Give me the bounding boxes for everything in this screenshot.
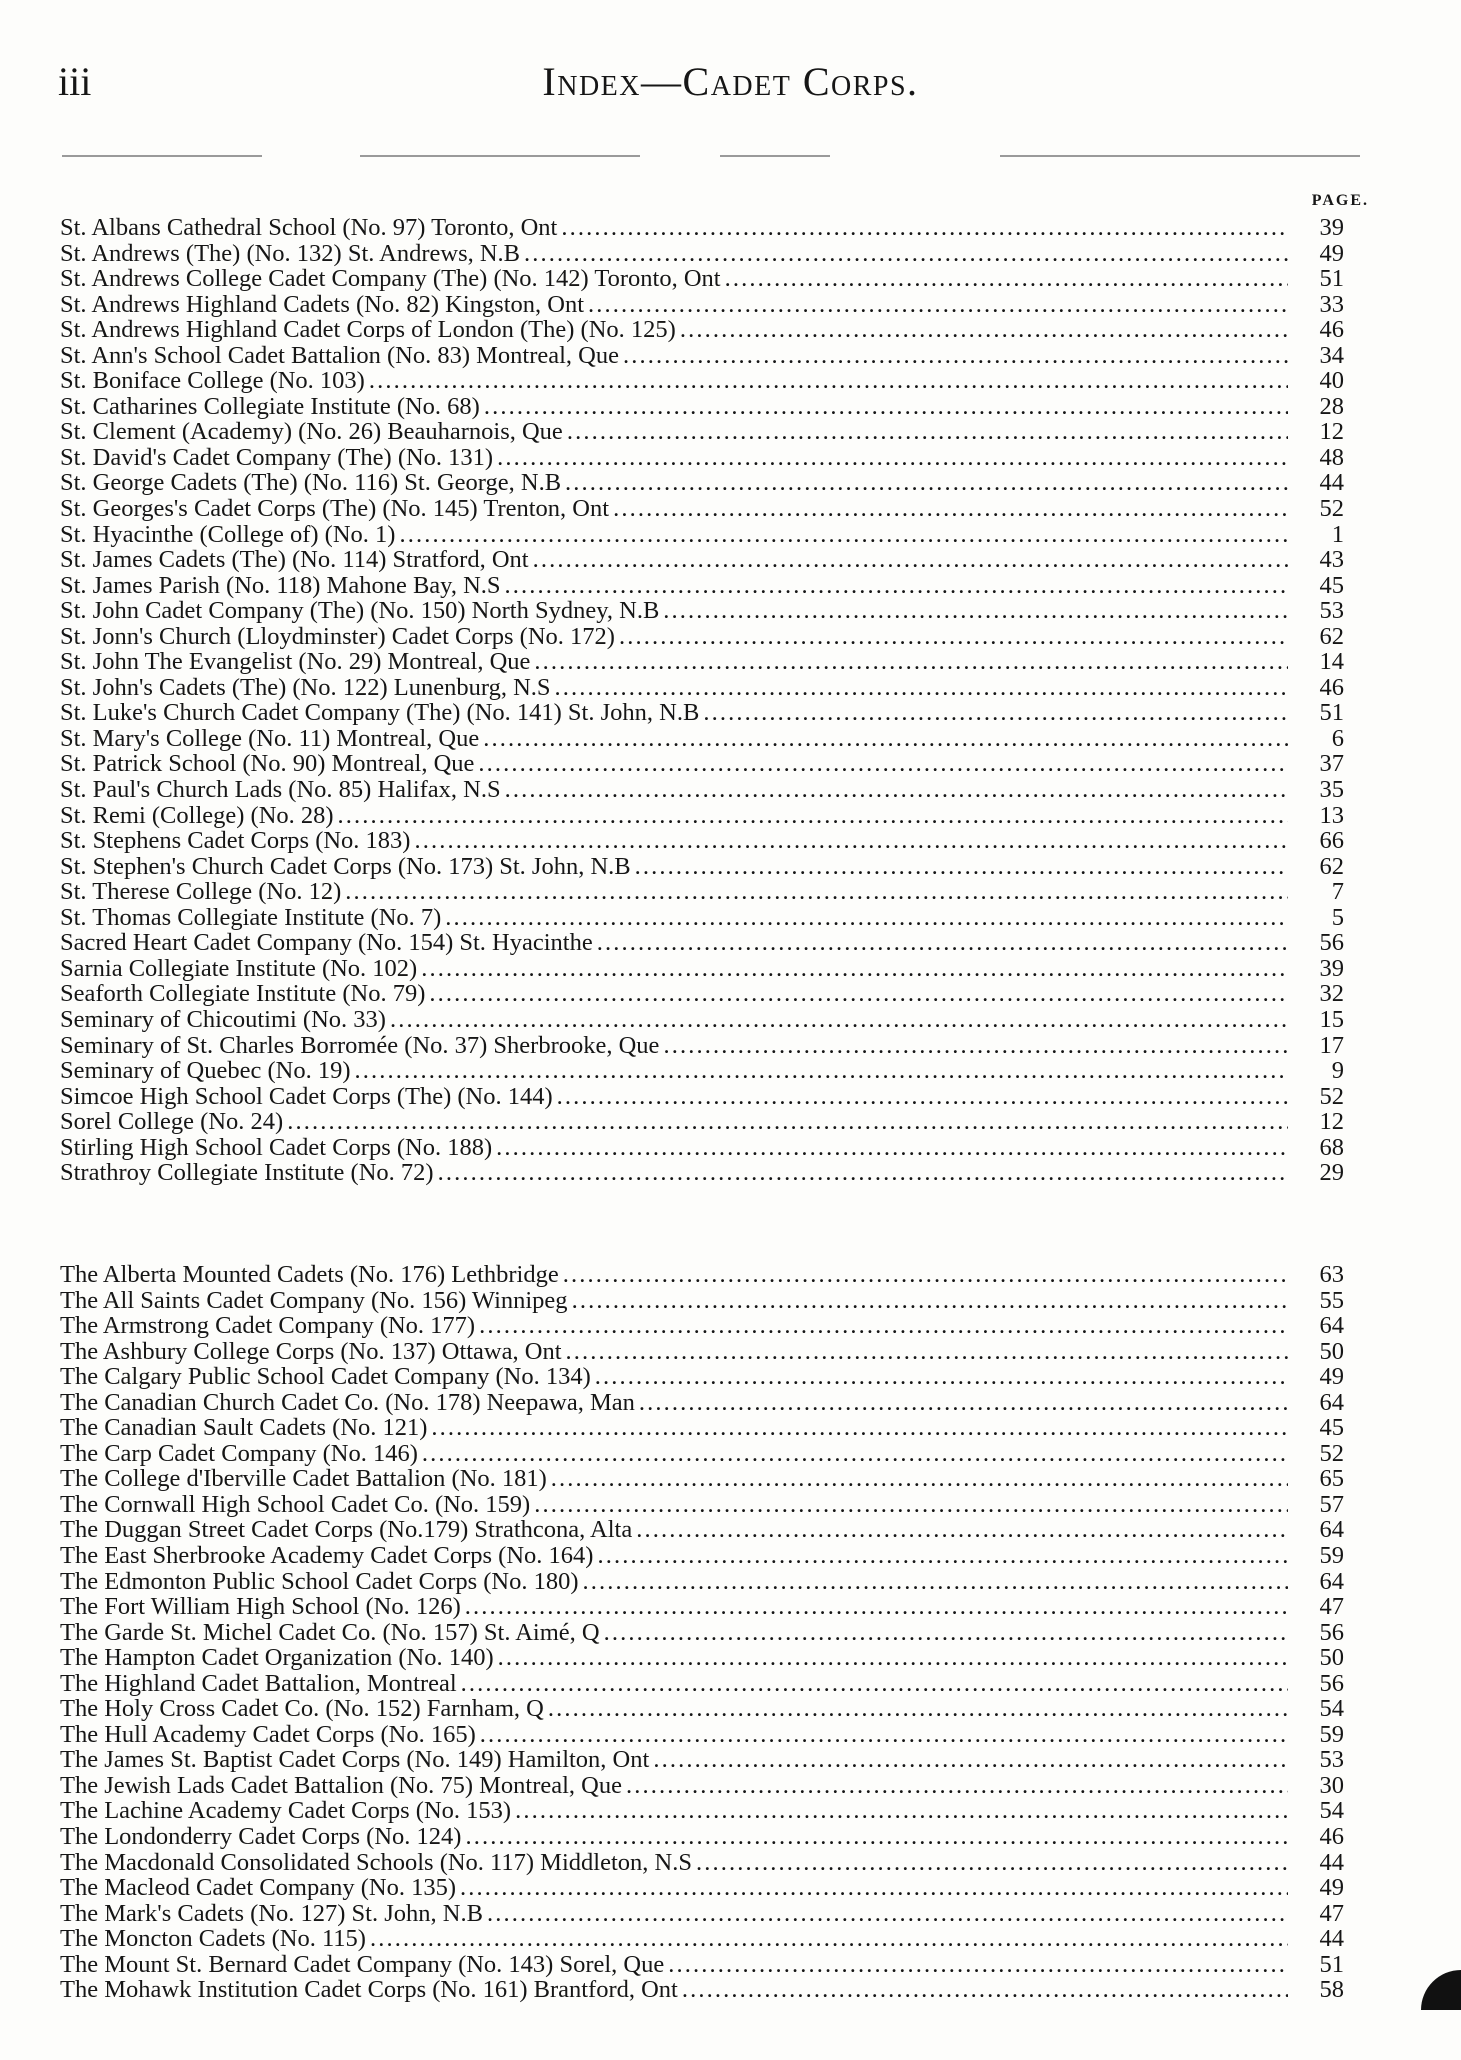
dot-leader — [421, 956, 1288, 982]
page-edge-mark — [1421, 1970, 1461, 2010]
entry-page-number: 43 — [1319, 546, 1344, 574]
entry-page-number: 62 — [1319, 852, 1344, 880]
index-entry — [60, 1033, 1344, 1059]
index-entry — [60, 1058, 1344, 1084]
dot-leader — [623, 343, 1288, 369]
dot-leader — [399, 522, 1288, 548]
dot-leader — [355, 1058, 1288, 1084]
index-entry — [60, 547, 1344, 573]
index-entry — [60, 1492, 1344, 1518]
entry-name: St. Mary's College (No. 11) Montreal, Que — [60, 724, 480, 752]
dot-leader — [505, 777, 1288, 803]
index-entry — [60, 266, 1344, 292]
dot-leader — [597, 930, 1288, 956]
index-entry — [60, 1313, 1344, 1339]
entry-page-number: 52 — [1319, 495, 1344, 523]
dot-leader — [555, 675, 1288, 701]
entry-page-number: 32 — [1319, 980, 1344, 1008]
entry-page-number: 17 — [1319, 1031, 1344, 1059]
entry-page-number: 12 — [1319, 418, 1344, 446]
dot-leader — [338, 803, 1288, 829]
index-entry — [60, 368, 1344, 394]
index-entry — [60, 598, 1344, 624]
dot-leader — [505, 573, 1288, 599]
entry-name: The East Sherbrooke Academy Cadet Corps (No. 164) — [60, 1542, 594, 1570]
dot-leader — [497, 445, 1288, 471]
entry-page-number: 64 — [1319, 1312, 1344, 1340]
dot-leader — [639, 1390, 1288, 1416]
index-entry — [60, 445, 1344, 471]
entry-name: St. James Parish (No. 118) Mahone Bay, N.S — [60, 571, 501, 599]
entry-name: St. Patrick School (No. 90) Montreal, Que — [60, 750, 475, 778]
entry-page-number: 59 — [1319, 1720, 1344, 1748]
entry-name: Seminary of Quebec (No. 19) — [60, 1057, 351, 1085]
entry-name: St. Ann's School Cadet Battalion (No. 83) Montreal, Que — [60, 341, 620, 369]
entry-name: St. Thomas Collegiate Institute (No. 7) — [60, 903, 442, 931]
dot-leader — [565, 470, 1288, 496]
entry-name: St. Stephens Cadet Corps (No. 183) — [60, 827, 411, 855]
index-entry — [60, 343, 1344, 369]
entry-page-number: 57 — [1319, 1490, 1344, 1518]
dot-leader — [534, 649, 1288, 675]
entry-page-number: 46 — [1319, 316, 1344, 344]
entry-name: The Canadian Church Cadet Co. (No. 178) Neepawa, Man — [60, 1388, 635, 1416]
entry-page-number: 12 — [1319, 1108, 1344, 1136]
entry-page-number: 45 — [1319, 571, 1344, 599]
entry-name: St. John Cadet Company (The) (No. 150) North Sydney, N.B — [60, 597, 660, 625]
index-entry — [60, 1977, 1344, 2003]
entry-page-number: 52 — [1319, 1439, 1344, 1467]
dot-leader — [668, 1952, 1288, 1978]
index-entry — [60, 1952, 1344, 1978]
dot-leader — [487, 1901, 1288, 1927]
entry-page-number: 39 — [1319, 954, 1344, 982]
entry-name: St. Andrews (The) (No. 132) St. Andrews, N.B — [60, 239, 521, 267]
index-entry — [60, 1288, 1344, 1314]
index-entry — [60, 1109, 1344, 1135]
dot-leader — [445, 905, 1288, 931]
dot-leader — [465, 1594, 1288, 1620]
entry-name: The Moncton Cadets (No. 115) — [60, 1925, 366, 1953]
entry-page-number: 49 — [1319, 1874, 1344, 1902]
entry-page-number: 50 — [1319, 1337, 1344, 1365]
divider-rule — [1000, 155, 1360, 157]
index-entry — [60, 1441, 1344, 1467]
dot-leader — [524, 241, 1288, 267]
index-entry — [60, 317, 1344, 343]
dot-leader — [496, 1135, 1288, 1161]
entry-name: The Holy Cross Cadet Co. (No. 152) Farnham, Q — [60, 1695, 544, 1723]
dot-leader — [429, 981, 1288, 1007]
entry-name: The Alberta Mounted Cadets (No. 176) Lethbridge — [60, 1261, 559, 1288]
index-entry — [60, 777, 1344, 803]
entry-page-number: 63 — [1319, 1261, 1344, 1288]
entry-name: The Londonderry Cadet Corps (No. 124) — [60, 1823, 462, 1851]
dot-leader — [703, 700, 1288, 726]
entry-page-number: 50 — [1319, 1644, 1344, 1672]
entry-page-number: 56 — [1319, 1618, 1344, 1646]
dot-leader — [567, 419, 1288, 445]
index-entry — [60, 700, 1344, 726]
entry-page-number: 47 — [1319, 1593, 1344, 1621]
entry-page-number: 46 — [1319, 1823, 1344, 1851]
entry-page-number: 49 — [1319, 239, 1344, 267]
index-entry — [60, 624, 1344, 650]
index-entry — [60, 1901, 1344, 1927]
divider-rule — [720, 155, 830, 157]
entry-name: The College d'Iberville Cadet Battalion (No. 181) — [60, 1465, 547, 1493]
entry-page-number: 6 — [1331, 724, 1344, 752]
index-entry — [60, 1747, 1344, 1773]
dot-leader — [682, 1977, 1288, 2003]
dot-leader — [636, 1517, 1288, 1543]
index-entry — [60, 496, 1344, 522]
entry-name: Sarnia Collegiate Institute (No. 102) — [60, 954, 418, 982]
index-section-the — [60, 1262, 1344, 2003]
entry-page-number: 44 — [1319, 1925, 1344, 1953]
index-entry — [60, 1415, 1344, 1441]
entry-page-number: 64 — [1319, 1567, 1344, 1595]
entry-page-number: 54 — [1319, 1797, 1344, 1825]
entry-page-number: 13 — [1319, 801, 1344, 829]
entry-name: The Macleod Cadet Company (No. 135) — [60, 1874, 456, 1902]
index-entry — [60, 1135, 1344, 1161]
dot-leader — [390, 1007, 1288, 1033]
entry-name: The Jewish Lads Cadet Battalion (No. 75) Montreal, Que — [60, 1771, 623, 1799]
entry-name: St. Therese College (No. 12) — [60, 878, 342, 906]
dot-leader — [561, 215, 1288, 241]
index-entry — [60, 803, 1344, 829]
index-entry — [60, 1160, 1344, 1186]
entry-name: The Canadian Sault Cadets (No. 121) — [60, 1414, 428, 1442]
entry-name: Simcoe High School Cadet Corps (The) (No. 144) — [60, 1082, 553, 1110]
dot-leader — [597, 1543, 1288, 1569]
entry-page-number: 52 — [1319, 1082, 1344, 1110]
entry-page-number: 5 — [1331, 903, 1344, 931]
dot-leader — [696, 1850, 1288, 1876]
entry-name: St. David's Cadet Company (The) (No. 131) — [60, 443, 494, 471]
entry-page-number: 44 — [1319, 469, 1344, 497]
dot-leader — [345, 879, 1288, 905]
dot-leader — [480, 1722, 1288, 1748]
dot-leader — [369, 368, 1288, 394]
entry-name: Seminary of St. Charles Borromée (No. 37) Sherbrooke, Que — [60, 1031, 660, 1059]
index-entry — [60, 1798, 1344, 1824]
dot-leader — [414, 828, 1288, 854]
entry-page-number: 53 — [1319, 1746, 1344, 1774]
dot-leader — [484, 394, 1288, 420]
index-entry — [60, 1517, 1344, 1543]
index-entry — [60, 1007, 1344, 1033]
entry-name: The Edmonton Public School Cadet Corps (No. 180) — [60, 1567, 579, 1595]
entry-page-number: 59 — [1319, 1542, 1344, 1570]
index-entry — [60, 981, 1344, 1007]
entry-page-number: 14 — [1319, 648, 1344, 676]
dot-leader — [619, 624, 1288, 650]
index-entry — [60, 726, 1344, 752]
index-entry — [60, 1696, 1344, 1722]
entry-page-number: 55 — [1319, 1286, 1344, 1314]
index-entry — [60, 930, 1344, 956]
entry-page-number: 56 — [1319, 929, 1344, 957]
entry-page-number: 30 — [1319, 1771, 1344, 1799]
entry-page-number: 64 — [1319, 1516, 1344, 1544]
entry-page-number: 51 — [1319, 1950, 1344, 1978]
index-entry — [60, 854, 1344, 880]
index-entry — [60, 1390, 1344, 1416]
entry-page-number: 66 — [1319, 827, 1344, 855]
entry-name: The Cornwall High School Cadet Co. (No. 159) — [60, 1490, 531, 1518]
entry-page-number: 49 — [1319, 1363, 1344, 1391]
index-entry — [60, 1262, 1344, 1288]
entry-name: St. James Cadets (The) (No. 114) Stratford, Ont — [60, 546, 529, 574]
index-entry — [60, 1084, 1344, 1110]
entry-name: St. Remi (College) (No. 28) — [60, 801, 334, 829]
entry-page-number: 65 — [1319, 1465, 1344, 1493]
entry-name: St. Hyacinthe (College of) (No. 1) — [60, 520, 396, 548]
entry-page-number: 62 — [1319, 622, 1344, 650]
index-entry — [60, 241, 1344, 267]
dot-leader — [566, 1339, 1289, 1365]
entry-name: The Hull Academy Cadet Corps (No. 165) — [60, 1720, 476, 1748]
dot-leader — [725, 266, 1288, 292]
dot-leader — [551, 1466, 1288, 1492]
entry-name: St. Jonn's Church (Lloydminster) Cadet Corps (No. 172) — [60, 622, 615, 650]
index-entry — [60, 522, 1344, 548]
entry-name: The All Saints Cadet Company (No. 156) Winnipeg — [60, 1286, 568, 1314]
dot-leader — [515, 1798, 1288, 1824]
entry-name: Strathroy Collegiate Institute (No. 72) — [60, 1159, 434, 1187]
entry-name: The James St. Baptist Cadet Corps (No. 149) Hamilton, Ont — [60, 1746, 650, 1774]
entry-page-number: 58 — [1319, 1976, 1344, 2004]
entry-name: The Mark's Cadets (No. 127) St. John, N.B — [60, 1899, 483, 1927]
entry-name: St. Andrews Highland Cadets (No. 82) Kingston, Ont — [60, 290, 584, 318]
index-entry — [60, 292, 1344, 318]
entry-name: St. Andrews College Cadet Company (The) (No. 142) Toronto, Ont — [60, 265, 721, 293]
dot-leader — [370, 1926, 1288, 1952]
entry-page-number: 45 — [1319, 1414, 1344, 1442]
entry-page-number: 35 — [1319, 776, 1344, 804]
entry-page-number: 51 — [1319, 265, 1344, 293]
dot-leader — [626, 1773, 1288, 1799]
page-title: Index—Cadet Corps. — [542, 59, 919, 104]
index-entry — [60, 828, 1344, 854]
entry-name: St. Clement (Academy) (No. 26) Beauharnois, Que — [60, 418, 563, 446]
dot-leader — [663, 1033, 1288, 1059]
entry-name: The Macdonald Consolidated Schools (No. 117) Middleton, N.S — [60, 1848, 692, 1876]
index-entry — [60, 1339, 1344, 1365]
dot-leader — [438, 1160, 1288, 1186]
entry-name: The Hampton Cadet Organization (No. 140) — [60, 1644, 494, 1672]
index-entry — [60, 1543, 1344, 1569]
dot-leader — [653, 1747, 1288, 1773]
dot-leader — [483, 726, 1288, 752]
entry-name: The Armstrong Cadet Company (No. 177) — [60, 1312, 476, 1340]
dot-leader — [680, 317, 1288, 343]
index-entry — [60, 1926, 1344, 1952]
entry-page-number: 34 — [1319, 341, 1344, 369]
entry-page-number: 48 — [1319, 443, 1344, 471]
entry-name: The Carp Cadet Company (No. 146) — [60, 1439, 418, 1467]
entry-page-number: 28 — [1319, 392, 1344, 420]
entry-page-number: 9 — [1331, 1057, 1344, 1085]
page-column-header: PAGE. — [1311, 192, 1369, 209]
entry-name: St. Albans Cathedral School (No. 97) Toronto, Ont — [60, 214, 558, 241]
entry-name: The Calgary Public School Cadet Company (No. 134) — [60, 1363, 591, 1391]
index-entry — [60, 879, 1344, 905]
entry-name: Seminary of Chicoutimi (No. 33) — [60, 1005, 386, 1033]
index-entry — [60, 1364, 1344, 1390]
entry-name: St. Stephen's Church Cadet Corps (No. 173) St. John, N.B — [60, 852, 631, 880]
entry-name: The Fort William High School (No. 126) — [60, 1593, 461, 1621]
dot-leader — [595, 1364, 1288, 1390]
entry-name: St. Paul's Church Lads (No. 85) Halifax, N.S — [60, 776, 501, 804]
entry-name: St. Boniface College (No. 103) — [60, 367, 365, 395]
entry-page-number: 39 — [1319, 214, 1344, 241]
index-entry — [60, 1569, 1344, 1595]
dot-leader — [588, 292, 1288, 318]
entry-name: The Highland Cadet Battalion, Montreal — [60, 1669, 457, 1697]
dot-leader — [287, 1109, 1288, 1135]
dot-leader — [557, 1084, 1288, 1110]
dot-leader — [422, 1441, 1288, 1467]
entry-page-number: 37 — [1319, 750, 1344, 778]
index-entry — [60, 573, 1344, 599]
entry-name: St. John's Cadets (The) (No. 122) Lunenburg, N.S — [60, 673, 551, 701]
entry-page-number: 1 — [1331, 520, 1344, 548]
dot-leader — [635, 854, 1288, 880]
index-entry — [60, 956, 1344, 982]
dot-leader — [663, 598, 1288, 624]
index-entry — [60, 1466, 1344, 1492]
entry-name: The Ashbury College Corps (No. 137) Ottawa, Ont — [60, 1337, 562, 1365]
entry-page-number: 68 — [1319, 1133, 1344, 1161]
entry-name: St. Luke's Church Cadet Company (The) (No. 141) St. John, N.B — [60, 699, 700, 727]
index-entry — [60, 751, 1344, 777]
index-entry — [60, 1722, 1344, 1748]
dot-leader — [563, 1262, 1288, 1288]
entry-name: The Mohawk Institution Cadet Corps (No. 161) Brantford, Ont — [60, 1976, 678, 2004]
index-entry — [60, 215, 1344, 241]
index-entry — [60, 1824, 1344, 1850]
entry-page-number: 47 — [1319, 1899, 1344, 1927]
index-entry — [60, 1850, 1344, 1876]
divider-rule — [360, 155, 640, 157]
dot-leader — [465, 1824, 1288, 1850]
entry-page-number: 40 — [1319, 367, 1344, 395]
entry-page-number: 54 — [1319, 1695, 1344, 1723]
index-entry — [60, 905, 1344, 931]
index-entry — [60, 1620, 1344, 1646]
dot-leader — [431, 1415, 1288, 1441]
dot-leader — [604, 1620, 1288, 1646]
page-number: iii — [58, 59, 92, 104]
divider-rule — [62, 155, 262, 157]
entry-page-number: 64 — [1319, 1388, 1344, 1416]
entry-page-number: 33 — [1319, 290, 1344, 318]
entry-name: The Duggan Street Cadet Corps (No.179) Strathcona, Alta — [60, 1516, 633, 1544]
entry-page-number: 7 — [1331, 878, 1344, 906]
index-entry — [60, 1875, 1344, 1901]
index-entry — [60, 470, 1344, 496]
dot-leader — [533, 547, 1288, 573]
dot-leader — [534, 1492, 1288, 1518]
index-entry — [60, 419, 1344, 445]
dot-leader — [461, 1671, 1288, 1697]
entry-name: The Lachine Academy Cadet Corps (No. 153) — [60, 1797, 512, 1825]
entry-name: St. John The Evangelist (No. 29) Montreal, Que — [60, 648, 531, 676]
entry-page-number: 44 — [1319, 1848, 1344, 1876]
index-entry — [60, 675, 1344, 701]
entry-name: Sacred Heart Cadet Company (No. 154) St. Hyacinthe — [60, 929, 593, 957]
entry-page-number: 15 — [1319, 1005, 1344, 1033]
entry-name: St. George Cadets (The) (No. 116) St. George, N.B — [60, 469, 562, 497]
entry-name: Sorel College (No. 24) — [60, 1108, 284, 1136]
dot-leader — [498, 1645, 1288, 1671]
index-section-saints — [60, 215, 1344, 1186]
entry-name: St. Catharines Collegiate Institute (No. 68) — [60, 392, 480, 420]
dot-leader — [479, 1313, 1288, 1339]
entry-name: Stirling High School Cadet Corps (No. 188) — [60, 1133, 493, 1161]
entry-name: St. Georges's Cadet Corps (The) (No. 145) Trenton, Ont — [60, 495, 610, 523]
entry-name: The Mount St. Bernard Cadet Company (No. 143) Sorel, Que — [60, 1950, 665, 1978]
entry-name: St. Andrews Highland Cadet Corps of London (The) (No. 125) — [60, 316, 676, 344]
index-entry — [60, 1671, 1344, 1697]
index-entry — [60, 1773, 1344, 1799]
dot-leader — [583, 1569, 1288, 1595]
index-entry — [60, 394, 1344, 420]
entry-name: Seaforth Collegiate Institute (No. 79) — [60, 980, 426, 1008]
index-entry — [60, 649, 1344, 675]
entry-page-number: 46 — [1319, 673, 1344, 701]
dot-leader — [478, 751, 1288, 777]
dot-leader — [548, 1696, 1288, 1722]
entry-name: The Garde St. Michel Cadet Co. (No. 157) St. Aimé, Q — [60, 1618, 600, 1646]
dot-leader — [572, 1288, 1288, 1314]
index-entry — [60, 1594, 1344, 1620]
entry-page-number: 29 — [1319, 1159, 1344, 1187]
entry-page-number: 53 — [1319, 597, 1344, 625]
index-entry — [60, 1645, 1344, 1671]
entry-page-number: 51 — [1319, 699, 1344, 727]
dot-leader — [460, 1875, 1288, 1901]
dot-leader — [613, 496, 1288, 522]
entry-page-number: 56 — [1319, 1669, 1344, 1697]
